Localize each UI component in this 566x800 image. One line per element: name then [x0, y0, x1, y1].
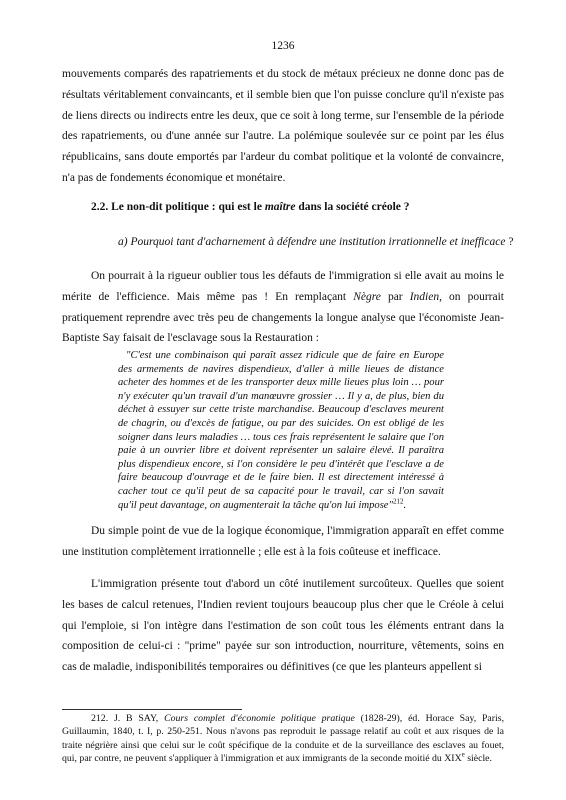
paragraph-intro: mouvements comparés des rapatriements et du stock de métaux précieux ne donne donc pas de résultats véritablement convaincants, et il semble bien que l'on puisse conclure qu'il n'existe pas de liens directs ou indirects entre les deux, que ce soit à long terme, sur l'ensemble de la période des rapatriements, ou d'une année sur l'autre. La polémique soulevée sur ce point par les élus républicains, sans doute emportés par l'ardeur du combat politique et la volonté de convaincre, n'a pas de fondements économique et monétaire.: [62, 68, 504, 184]
subheading-mark: ?: [505, 236, 514, 248]
footnote: [62, 712, 504, 766]
subsection-heading: [118, 236, 513, 248]
page-number: 1236: [271, 40, 295, 52]
quote-end: .: [403, 499, 407, 511]
block-quote: [118, 349, 444, 512]
quote-text: "C'est une combinaison qui paraît assez ridicule que de faire en Europe des armements de navires dispendieux, d'aller à mille lieues de distance acheter des hommes et de les transporter deux mille lieues plus loin … pour n'y exécuter qu'un travail d'un manœuvre grossier … Il y a, de plus, bien du déchet à essuyer sur cette triste marchandise. Beaucoup d'esclaves meurent de chagrin, ou d'excès de fatigue, ou par des suicides. On est obligé de les soigner dans leurs maladies … tous ces frais représentent le salaire que l'on paie à un ouvrier libre et doivent représenter un salaire élevé. Il paraîtra plus dispendieux encore, si l'on considère le peu d'intérêt que l'esclave a de faire beaucoup d'ouvrage et de le faire bien. Il est directement intéressé à cacher tout ce qu'il peut de sa capacité pour le travail, car si l'on savait qu'il peut davantage, on augmenterait la tâche qu'on lui impose": [118, 350, 444, 511]
footnote-rest2: siècle.: [464, 753, 492, 765]
paragraph-cost: L'immigration présente tout d'abord un côté inutilement surcoûteux. Quelles que soient les bases de calcul retenues, l'Indien revient toujours beaucoup plus cher que le Créole à celui qui l'emploie, si l'on intègre dans l'estimation de son coût tous les éléments entrant dans la composition de celui-ci : "prime" payée sur son introduction, nourriture, vêtements, soins en cas de maladie, indisponibilités temporaires ou définitives (ce que les planteurs appellent si: [62, 578, 504, 674]
footnote-rest1: (1828-29), éd. Horace Say, Paris, Guillaumin, 1840, t. I, p. 250-251. Nous n'avons pas reproduit le passage relatif au coût et aux risques de la traite négrière ainsi que celui sur le coût spécifique de la conduite et de la surveillance des esclaves au fouet, qui, par contre, ne peuvent s'appliquer à l'immigration et aux immigrants de la seconde moitié du XIX: [62, 713, 505, 765]
paragraph-say: [62, 266, 504, 349]
paragraph-logic: Du simple point de vue de la logique économique, l'immigration apparaît en effet comme une institution complètement irrationnelle ; elle est à la fois coûteuse et inefficace.: [62, 525, 504, 558]
say-part3: , on pourrait pratiquement reprendre avec très peu de changements la longue analyse que l'économiste Jean-Baptiste Say faisait de l'esclavage sous la Restauration :: [62, 290, 505, 345]
say-part2: par: [380, 290, 410, 303]
word-negre: Nègre: [353, 290, 381, 303]
word-indien: Indien: [409, 290, 440, 303]
footnote-title: Cours complet d'économie politique pratique: [164, 713, 355, 724]
heading-emphasis: maître: [264, 201, 296, 213]
say-part1: On pourrait à la rigueur oublier tous les défauts de l'immigration si elle avait au moins le mérite de l'efficience. Mais même pas ! En remplaçant: [62, 270, 504, 303]
footnote-sup: e: [461, 750, 465, 759]
subheading-text: a) Pourquoi tant d'acharnement à défendre une institution irrationnelle et inefficace: [118, 236, 506, 248]
footnote-start: 212. J. B SAY,: [91, 713, 165, 724]
footnote-divider: [62, 709, 242, 710]
footnote-ref: 212: [392, 497, 404, 505]
heading-prefix: 2.2. Le non-dit politique : qui est le: [91, 201, 265, 213]
heading-suffix: dans la société créole ?: [295, 201, 410, 213]
section-heading: [91, 201, 410, 213]
